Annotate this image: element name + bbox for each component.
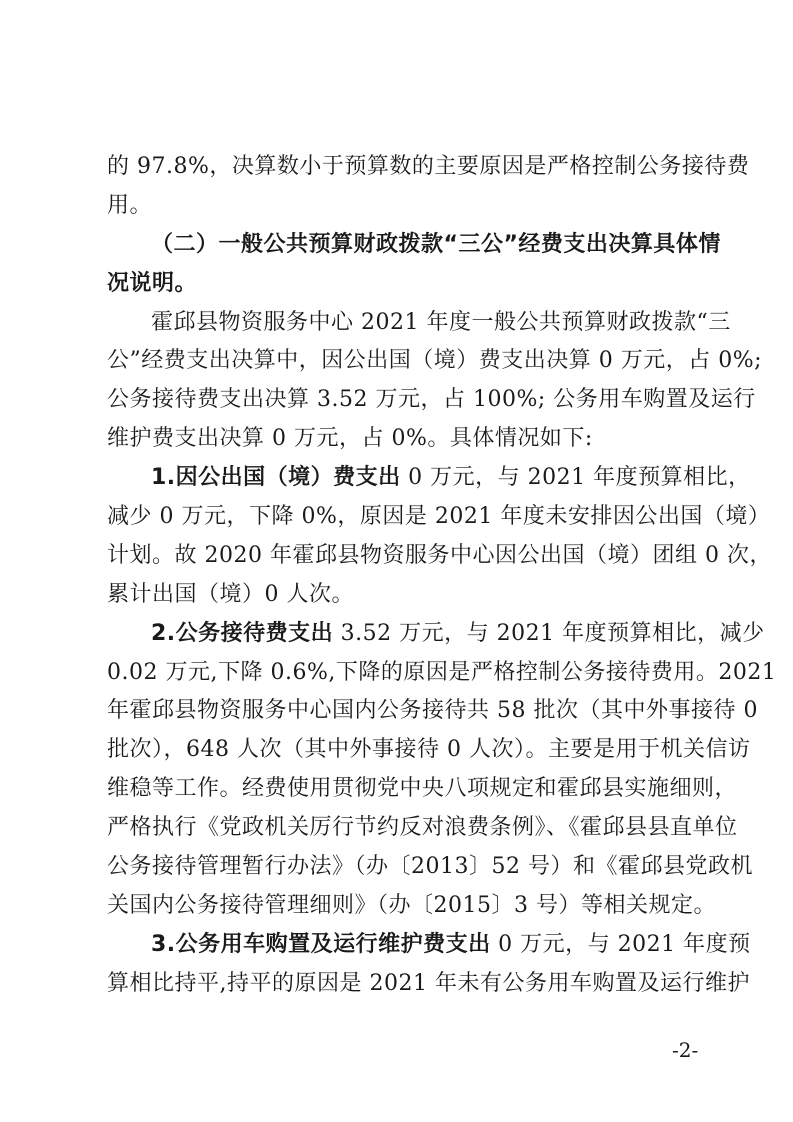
line-text: 的 97.8%，决算数小于预算数的主要原因是严格控制公务接待费 (107, 154, 750, 179)
text-line (107, 420, 691, 459)
text-line (107, 187, 691, 226)
section-heading (107, 226, 721, 265)
line-text: 批次），648 人次（其中外事接待 0 人次）。主要是用于机关信访 (107, 737, 751, 763)
text-line (107, 926, 751, 965)
document-body (107, 148, 777, 1004)
line-text: 公务接待费支出决算 3.52 万元，占 100%; 公务用车购置及运行 (107, 387, 756, 413)
text-line (107, 848, 753, 887)
text-line (107, 965, 750, 1004)
line-text: 计划。故 2020 年霍邱县物资服务中心因公出国（境）团组 0 次， (107, 542, 772, 568)
line-text: 维稳等工作。经费使用贯彻党中央八项规定和霍邱县实施细则， (107, 776, 738, 802)
text-line (107, 304, 731, 343)
line-text: 累计出国（境）0 人次。 (107, 581, 354, 607)
section-heading (107, 265, 691, 304)
item-title: 1.因公出国（境）费支出 (151, 465, 401, 491)
text-line (107, 887, 716, 926)
text-line (107, 576, 691, 615)
line-text: 算相比持平,持平的原因是 2021 年未有公务用车购置及运行维护 (107, 970, 750, 996)
line-text: 减少 0 万元，下降 0%，原因是 2021 年度未安排因公出国（境） (107, 504, 771, 530)
line-text: 维护费支出决算 0 万元，占 0%。具体情况如下: (107, 426, 593, 452)
text-line (107, 498, 771, 537)
text-line (107, 148, 750, 187)
text-line (107, 381, 756, 420)
item-title: 2.公务接待费支出 (151, 620, 334, 646)
line-text: 公务接待管理暂行办法》（办〔2013〕52 号）和《霍邱县党政机 (107, 854, 753, 880)
heading-text: （二）一般公共预算财政拨款“三公”经费支出决算具体情 (151, 231, 721, 257)
item-title: 3.公务用车购置及运行维护费支出 (151, 931, 491, 957)
line-text: 公”经费支出决算中，因公出国（境）费支出决算 0 万元，占 0%; (107, 348, 763, 374)
text-line (107, 459, 751, 498)
line-text: 霍邱县物资服务中心 2021 年度一般公共预算财政拨款“三 (151, 309, 731, 335)
text-line (107, 770, 738, 809)
text-line (107, 731, 751, 770)
text-line (107, 342, 763, 381)
line-text: 0 万元，与 2021 年度预算相比， (400, 465, 751, 491)
line-text: 0 万元，与 2021 年度预 (490, 931, 751, 957)
text-line (107, 692, 758, 731)
text-line (107, 615, 765, 654)
text-line (107, 809, 738, 848)
page-number: -2- (672, 1038, 699, 1062)
text-line (107, 537, 772, 576)
line-text: 0.02 万元,下降 0.6%,下降的原因是严格控制公务接待费用。2021 (107, 659, 777, 685)
line-text: 关国内公务接待管理细则》（办〔2015〕3 号）等相关规定。 (107, 892, 716, 918)
line-text: 用。 (107, 192, 153, 218)
line-text: 严格执行《党政机关厉行节约反对浪费条例》、《霍邱县县直单位 (107, 815, 738, 841)
line-text: 3.52 万元，与 2021 年度预算相比，减少 (333, 620, 765, 646)
text-line (107, 654, 777, 693)
heading-text: 况说明。 (107, 270, 198, 296)
line-text: 年霍邱县物资服务中心国内公务接待共 58 批次（其中外事接待 0 (107, 698, 758, 724)
